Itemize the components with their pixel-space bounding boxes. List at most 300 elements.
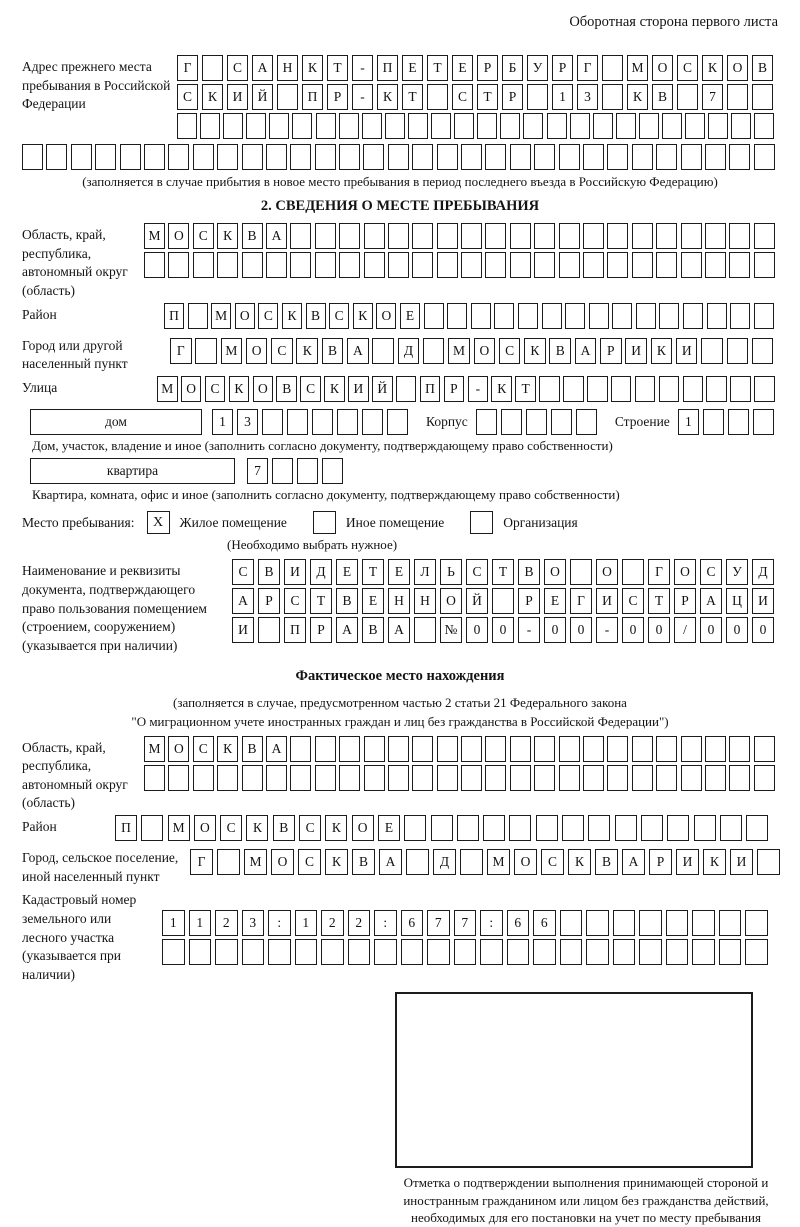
char-cell[interactable]	[510, 223, 531, 249]
char-cell[interactable]	[485, 252, 506, 278]
char-cell[interactable]: Р	[444, 376, 465, 402]
char-cell[interactable]: П	[284, 617, 306, 643]
char-cell[interactable]	[705, 252, 726, 278]
char-cell[interactable]	[408, 113, 428, 139]
char-cell[interactable]: Н	[277, 55, 298, 81]
char-cell[interactable]: А	[266, 736, 287, 762]
char-cell[interactable]	[754, 765, 775, 791]
char-cell[interactable]: Т	[492, 559, 514, 585]
char-cell[interactable]	[662, 113, 682, 139]
apartment-cells[interactable]	[247, 458, 347, 484]
char-cell[interactable]: 2	[215, 910, 238, 936]
stroenie-cells[interactable]	[678, 409, 778, 435]
char-cell[interactable]	[745, 910, 768, 936]
char-cell[interactable]: С	[329, 303, 349, 329]
char-cell[interactable]: 0	[622, 617, 644, 643]
char-cell[interactable]: М	[221, 338, 243, 364]
char-cell[interactable]	[447, 303, 467, 329]
char-cell[interactable]	[534, 223, 555, 249]
char-cell[interactable]	[177, 113, 197, 139]
char-cell[interactable]	[144, 252, 165, 278]
char-cell[interactable]: К	[202, 84, 223, 110]
char-cell[interactable]	[641, 815, 663, 841]
char-cell[interactable]: Й	[372, 376, 393, 402]
char-cell[interactable]: У	[527, 55, 548, 81]
char-cell[interactable]	[745, 939, 768, 965]
char-cell[interactable]	[406, 849, 429, 875]
char-cell[interactable]: А	[622, 849, 645, 875]
char-cell[interactable]: 6	[507, 910, 530, 936]
char-cell[interactable]	[242, 765, 263, 791]
char-cell[interactable]	[563, 376, 584, 402]
char-cell[interactable]	[639, 113, 659, 139]
char-cell[interactable]: О	[727, 55, 748, 81]
char-cell[interactable]	[144, 765, 165, 791]
char-cell[interactable]	[337, 409, 358, 435]
char-cell[interactable]: С	[271, 338, 293, 364]
street-row[interactable]	[157, 376, 778, 402]
char-cell[interactable]: И	[232, 617, 254, 643]
char-cell[interactable]: В	[549, 338, 571, 364]
char-cell[interactable]	[559, 736, 580, 762]
char-cell[interactable]: Т	[648, 588, 670, 614]
char-cell[interactable]: О	[168, 736, 189, 762]
char-cell[interactable]	[754, 252, 775, 278]
char-cell[interactable]	[703, 409, 724, 435]
char-cell[interactable]: И	[596, 588, 618, 614]
char-cell[interactable]: 2	[321, 910, 344, 936]
char-cell[interactable]: П	[302, 84, 323, 110]
char-cell[interactable]	[388, 252, 409, 278]
char-cell[interactable]: О	[652, 55, 673, 81]
char-cell[interactable]	[632, 765, 653, 791]
char-cell[interactable]: А	[252, 55, 273, 81]
char-cell[interactable]	[315, 223, 336, 249]
char-cell[interactable]	[729, 144, 750, 170]
char-cell[interactable]: М	[627, 55, 648, 81]
char-cell[interactable]	[437, 144, 458, 170]
char-cell[interactable]: Н	[388, 588, 410, 614]
char-cell[interactable]: П	[377, 55, 398, 81]
char-cell[interactable]: В	[306, 303, 326, 329]
char-cell[interactable]: -	[596, 617, 618, 643]
char-cell[interactable]	[754, 144, 775, 170]
char-cell[interactable]	[576, 409, 597, 435]
char-cell[interactable]	[412, 765, 433, 791]
char-cell[interactable]	[656, 765, 677, 791]
char-cell[interactable]: О	[168, 223, 189, 249]
char-cell[interactable]: 1	[295, 910, 318, 936]
char-cell[interactable]: 1	[552, 84, 573, 110]
char-cell[interactable]: О	[474, 338, 496, 364]
char-cell[interactable]	[754, 736, 775, 762]
char-cell[interactable]: 1	[678, 409, 699, 435]
char-cell[interactable]	[612, 303, 632, 329]
char-cell[interactable]: О	[235, 303, 255, 329]
char-cell[interactable]: В	[276, 376, 297, 402]
char-cell[interactable]: 3	[242, 910, 265, 936]
char-cell[interactable]	[659, 303, 679, 329]
char-cell[interactable]: -	[468, 376, 489, 402]
char-cell[interactable]	[527, 84, 548, 110]
char-cell[interactable]: Е	[400, 303, 420, 329]
char-cell[interactable]	[404, 815, 426, 841]
char-cell[interactable]	[437, 223, 458, 249]
char-cell[interactable]: О	[352, 815, 374, 841]
char-cell[interactable]	[565, 303, 585, 329]
char-cell[interactable]	[707, 303, 727, 329]
char-cell[interactable]	[523, 113, 543, 139]
char-cell[interactable]	[200, 113, 220, 139]
char-cell[interactable]	[315, 736, 336, 762]
char-cell[interactable]: -	[352, 55, 373, 81]
char-cell[interactable]	[583, 144, 604, 170]
char-cell[interactable]	[701, 338, 723, 364]
char-cell[interactable]: С	[677, 55, 698, 81]
char-cell[interactable]	[533, 939, 556, 965]
char-cell[interactable]	[547, 113, 567, 139]
char-cell[interactable]	[622, 559, 644, 585]
char-cell[interactable]: Г	[177, 55, 198, 81]
char-cell[interactable]	[632, 736, 653, 762]
district-row[interactable]	[164, 303, 778, 329]
char-cell[interactable]: К	[627, 84, 648, 110]
char-cell[interactable]	[46, 144, 67, 170]
char-cell[interactable]	[266, 252, 287, 278]
char-cell[interactable]: К	[353, 303, 373, 329]
char-cell[interactable]: С	[298, 849, 321, 875]
char-cell[interactable]	[666, 910, 689, 936]
char-cell[interactable]	[223, 113, 243, 139]
char-cell[interactable]: К	[325, 849, 348, 875]
char-cell[interactable]	[729, 252, 750, 278]
char-cell[interactable]: И	[676, 849, 699, 875]
char-cell[interactable]: И	[752, 588, 774, 614]
char-cell[interactable]	[632, 144, 653, 170]
char-cell[interactable]	[461, 223, 482, 249]
char-cell[interactable]: Е	[452, 55, 473, 81]
char-cell[interactable]	[681, 736, 702, 762]
char-cell[interactable]: К	[324, 376, 345, 402]
char-cell[interactable]: К	[377, 84, 398, 110]
char-cell[interactable]	[708, 113, 728, 139]
char-cell[interactable]	[431, 815, 453, 841]
char-cell[interactable]	[362, 113, 382, 139]
char-cell[interactable]	[269, 113, 289, 139]
char-cell[interactable]	[477, 113, 497, 139]
char-cell[interactable]	[694, 815, 716, 841]
char-cell[interactable]	[635, 376, 656, 402]
char-cell[interactable]: В	[352, 849, 375, 875]
char-cell[interactable]: Г	[577, 55, 598, 81]
char-cell[interactable]	[272, 458, 293, 484]
char-cell[interactable]	[583, 252, 604, 278]
char-cell[interactable]	[570, 559, 592, 585]
char-cell[interactable]	[480, 939, 503, 965]
char-cell[interactable]	[705, 765, 726, 791]
char-cell[interactable]: Е	[402, 55, 423, 81]
char-cell[interactable]: А	[388, 617, 410, 643]
char-cell[interactable]	[752, 338, 774, 364]
char-cell[interactable]	[705, 223, 726, 249]
document-row-3[interactable]	[232, 617, 778, 643]
char-cell[interactable]	[539, 376, 560, 402]
char-cell[interactable]	[719, 910, 742, 936]
char-cell[interactable]: В	[336, 588, 358, 614]
char-cell[interactable]	[292, 113, 312, 139]
char-cell[interactable]: С	[622, 588, 644, 614]
char-cell[interactable]: О	[596, 559, 618, 585]
char-cell[interactable]	[559, 223, 580, 249]
char-cell[interactable]: 7	[247, 458, 268, 484]
char-cell[interactable]	[656, 223, 677, 249]
char-cell[interactable]	[562, 815, 584, 841]
char-cell[interactable]: Б	[502, 55, 523, 81]
char-cell[interactable]: /	[674, 617, 696, 643]
char-cell[interactable]: Й	[252, 84, 273, 110]
char-cell[interactable]: Г	[648, 559, 670, 585]
char-cell[interactable]: О	[271, 849, 294, 875]
char-cell[interactable]	[754, 303, 774, 329]
char-cell[interactable]	[656, 252, 677, 278]
char-cell[interactable]	[632, 223, 653, 249]
char-cell[interactable]	[364, 765, 385, 791]
char-cell[interactable]	[588, 815, 610, 841]
char-cell[interactable]	[460, 849, 483, 875]
char-cell[interactable]: П	[115, 815, 137, 841]
char-cell[interactable]: Р	[649, 849, 672, 875]
char-cell[interactable]: Т	[362, 559, 384, 585]
char-cell[interactable]: В	[242, 736, 263, 762]
char-cell[interactable]	[602, 55, 623, 81]
char-cell[interactable]: К	[491, 376, 512, 402]
char-cell[interactable]	[705, 736, 726, 762]
char-cell[interactable]: Р	[674, 588, 696, 614]
char-cell[interactable]	[431, 113, 451, 139]
char-cell[interactable]	[607, 223, 628, 249]
char-cell[interactable]: О	[440, 588, 462, 614]
char-cell[interactable]	[607, 144, 628, 170]
char-cell[interactable]	[297, 458, 318, 484]
char-cell[interactable]: М	[144, 736, 165, 762]
char-cell[interactable]: Й	[466, 588, 488, 614]
char-cell[interactable]	[731, 113, 751, 139]
char-cell[interactable]: Т	[477, 84, 498, 110]
char-cell[interactable]	[168, 765, 189, 791]
char-cell[interactable]	[681, 252, 702, 278]
char-cell[interactable]: Ь	[440, 559, 462, 585]
char-cell[interactable]	[322, 458, 343, 484]
char-cell[interactable]	[290, 252, 311, 278]
char-cell[interactable]	[534, 144, 555, 170]
char-cell[interactable]: Р	[310, 617, 332, 643]
char-cell[interactable]	[295, 939, 318, 965]
char-cell[interactable]	[193, 765, 214, 791]
char-cell[interactable]	[730, 303, 750, 329]
char-cell[interactable]: П	[420, 376, 441, 402]
char-cell[interactable]	[168, 252, 189, 278]
char-cell[interactable]: Е	[362, 588, 384, 614]
char-cell[interactable]	[242, 939, 265, 965]
char-cell[interactable]	[315, 765, 336, 791]
char-cell[interactable]	[461, 252, 482, 278]
char-cell[interactable]: Д	[752, 559, 774, 585]
document-row-2[interactable]	[232, 588, 778, 614]
char-cell[interactable]	[362, 409, 383, 435]
char-cell[interactable]	[583, 223, 604, 249]
char-cell[interactable]	[242, 144, 263, 170]
char-cell[interactable]: Р	[600, 338, 622, 364]
char-cell[interactable]	[437, 765, 458, 791]
char-cell[interactable]: Г	[170, 338, 192, 364]
char-cell[interactable]: И	[625, 338, 647, 364]
char-cell[interactable]	[387, 409, 408, 435]
char-cell[interactable]	[602, 84, 623, 110]
char-cell[interactable]: В	[258, 559, 280, 585]
char-cell[interactable]	[757, 849, 780, 875]
char-cell[interactable]	[534, 736, 555, 762]
char-cell[interactable]	[719, 939, 742, 965]
cadastre-row-2[interactable]	[162, 939, 778, 965]
char-cell[interactable]	[246, 113, 266, 139]
char-cell[interactable]	[385, 113, 405, 139]
char-cell[interactable]: -	[518, 617, 540, 643]
char-cell[interactable]: Р	[477, 55, 498, 81]
prev-address-row-1[interactable]	[177, 55, 778, 81]
char-cell[interactable]: Г	[190, 849, 213, 875]
char-cell[interactable]	[666, 939, 689, 965]
char-cell[interactable]: 0	[752, 617, 774, 643]
char-cell[interactable]	[144, 144, 165, 170]
char-cell[interactable]	[437, 736, 458, 762]
char-cell[interactable]	[677, 84, 698, 110]
char-cell[interactable]: К	[229, 376, 250, 402]
char-cell[interactable]: Р	[552, 55, 573, 81]
char-cell[interactable]	[681, 223, 702, 249]
char-cell[interactable]	[632, 252, 653, 278]
char-cell[interactable]: 6	[401, 910, 424, 936]
region2-row-1[interactable]	[144, 736, 778, 762]
char-cell[interactable]: О	[544, 559, 566, 585]
char-cell[interactable]: В	[752, 55, 773, 81]
char-cell[interactable]	[551, 409, 572, 435]
char-cell[interactable]: У	[726, 559, 748, 585]
char-cell[interactable]: О	[514, 849, 537, 875]
char-cell[interactable]	[120, 144, 141, 170]
char-cell[interactable]: Е	[336, 559, 358, 585]
char-cell[interactable]: К	[282, 303, 302, 329]
char-cell[interactable]	[71, 144, 92, 170]
char-cell[interactable]	[262, 409, 283, 435]
char-cell[interactable]: 3	[577, 84, 598, 110]
char-cell[interactable]: 6	[533, 910, 556, 936]
char-cell[interactable]: А	[232, 588, 254, 614]
char-cell[interactable]: :	[480, 910, 503, 936]
char-cell[interactable]	[290, 223, 311, 249]
char-cell[interactable]: А	[266, 223, 287, 249]
house-cells[interactable]	[212, 409, 412, 435]
char-cell[interactable]: А	[379, 849, 402, 875]
char-cell[interactable]	[639, 939, 662, 965]
char-cell[interactable]	[534, 252, 555, 278]
char-cell[interactable]: И	[284, 559, 306, 585]
char-cell[interactable]: Р	[327, 84, 348, 110]
char-cell[interactable]: 3	[237, 409, 258, 435]
char-cell[interactable]: Ц	[726, 588, 748, 614]
char-cell[interactable]: К	[296, 338, 318, 364]
char-cell[interactable]	[202, 55, 223, 81]
char-cell[interactable]	[461, 144, 482, 170]
char-cell[interactable]: В	[518, 559, 540, 585]
char-cell[interactable]	[611, 376, 632, 402]
char-cell[interactable]	[372, 338, 394, 364]
char-cell[interactable]	[500, 113, 520, 139]
char-cell[interactable]	[485, 144, 506, 170]
char-cell[interactable]	[656, 144, 677, 170]
city2-row[interactable]	[190, 849, 778, 875]
char-cell[interactable]	[607, 252, 628, 278]
char-cell[interactable]: В	[362, 617, 384, 643]
char-cell[interactable]	[485, 223, 506, 249]
char-cell[interactable]: И	[730, 849, 753, 875]
char-cell[interactable]	[188, 303, 208, 329]
char-cell[interactable]	[412, 252, 433, 278]
char-cell[interactable]	[659, 376, 680, 402]
char-cell[interactable]	[437, 252, 458, 278]
char-cell[interactable]	[559, 765, 580, 791]
char-cell[interactable]: 0	[726, 617, 748, 643]
char-cell[interactable]	[613, 939, 636, 965]
char-cell[interactable]	[607, 736, 628, 762]
char-cell[interactable]: К	[302, 55, 323, 81]
char-cell[interactable]: Р	[518, 588, 540, 614]
char-cell[interactable]	[290, 736, 311, 762]
char-cell[interactable]	[729, 223, 750, 249]
region2-row-2[interactable]	[144, 765, 778, 791]
char-cell[interactable]: К	[702, 55, 723, 81]
char-cell[interactable]	[586, 910, 609, 936]
char-cell[interactable]: С	[284, 588, 306, 614]
char-cell[interactable]	[363, 144, 384, 170]
char-cell[interactable]	[321, 939, 344, 965]
char-cell[interactable]	[339, 765, 360, 791]
char-cell[interactable]	[589, 303, 609, 329]
char-cell[interactable]: Г	[570, 588, 592, 614]
char-cell[interactable]	[613, 910, 636, 936]
char-cell[interactable]	[258, 617, 280, 643]
char-cell[interactable]	[746, 815, 768, 841]
char-cell[interactable]	[485, 765, 506, 791]
char-cell[interactable]	[501, 409, 522, 435]
char-cell[interactable]: С	[227, 55, 248, 81]
char-cell[interactable]	[534, 765, 555, 791]
char-cell[interactable]	[583, 765, 604, 791]
char-cell[interactable]: В	[595, 849, 618, 875]
char-cell[interactable]: Н	[414, 588, 436, 614]
char-cell[interactable]: В	[322, 338, 344, 364]
char-cell[interactable]: К	[703, 849, 726, 875]
char-cell[interactable]	[193, 144, 214, 170]
char-cell[interactable]	[692, 910, 715, 936]
char-cell[interactable]	[705, 144, 726, 170]
char-cell[interactable]: Е	[544, 588, 566, 614]
char-cell[interactable]	[217, 849, 240, 875]
char-cell[interactable]	[607, 765, 628, 791]
char-cell[interactable]: И	[227, 84, 248, 110]
char-cell[interactable]	[586, 939, 609, 965]
char-cell[interactable]	[195, 338, 217, 364]
char-cell[interactable]	[193, 252, 214, 278]
